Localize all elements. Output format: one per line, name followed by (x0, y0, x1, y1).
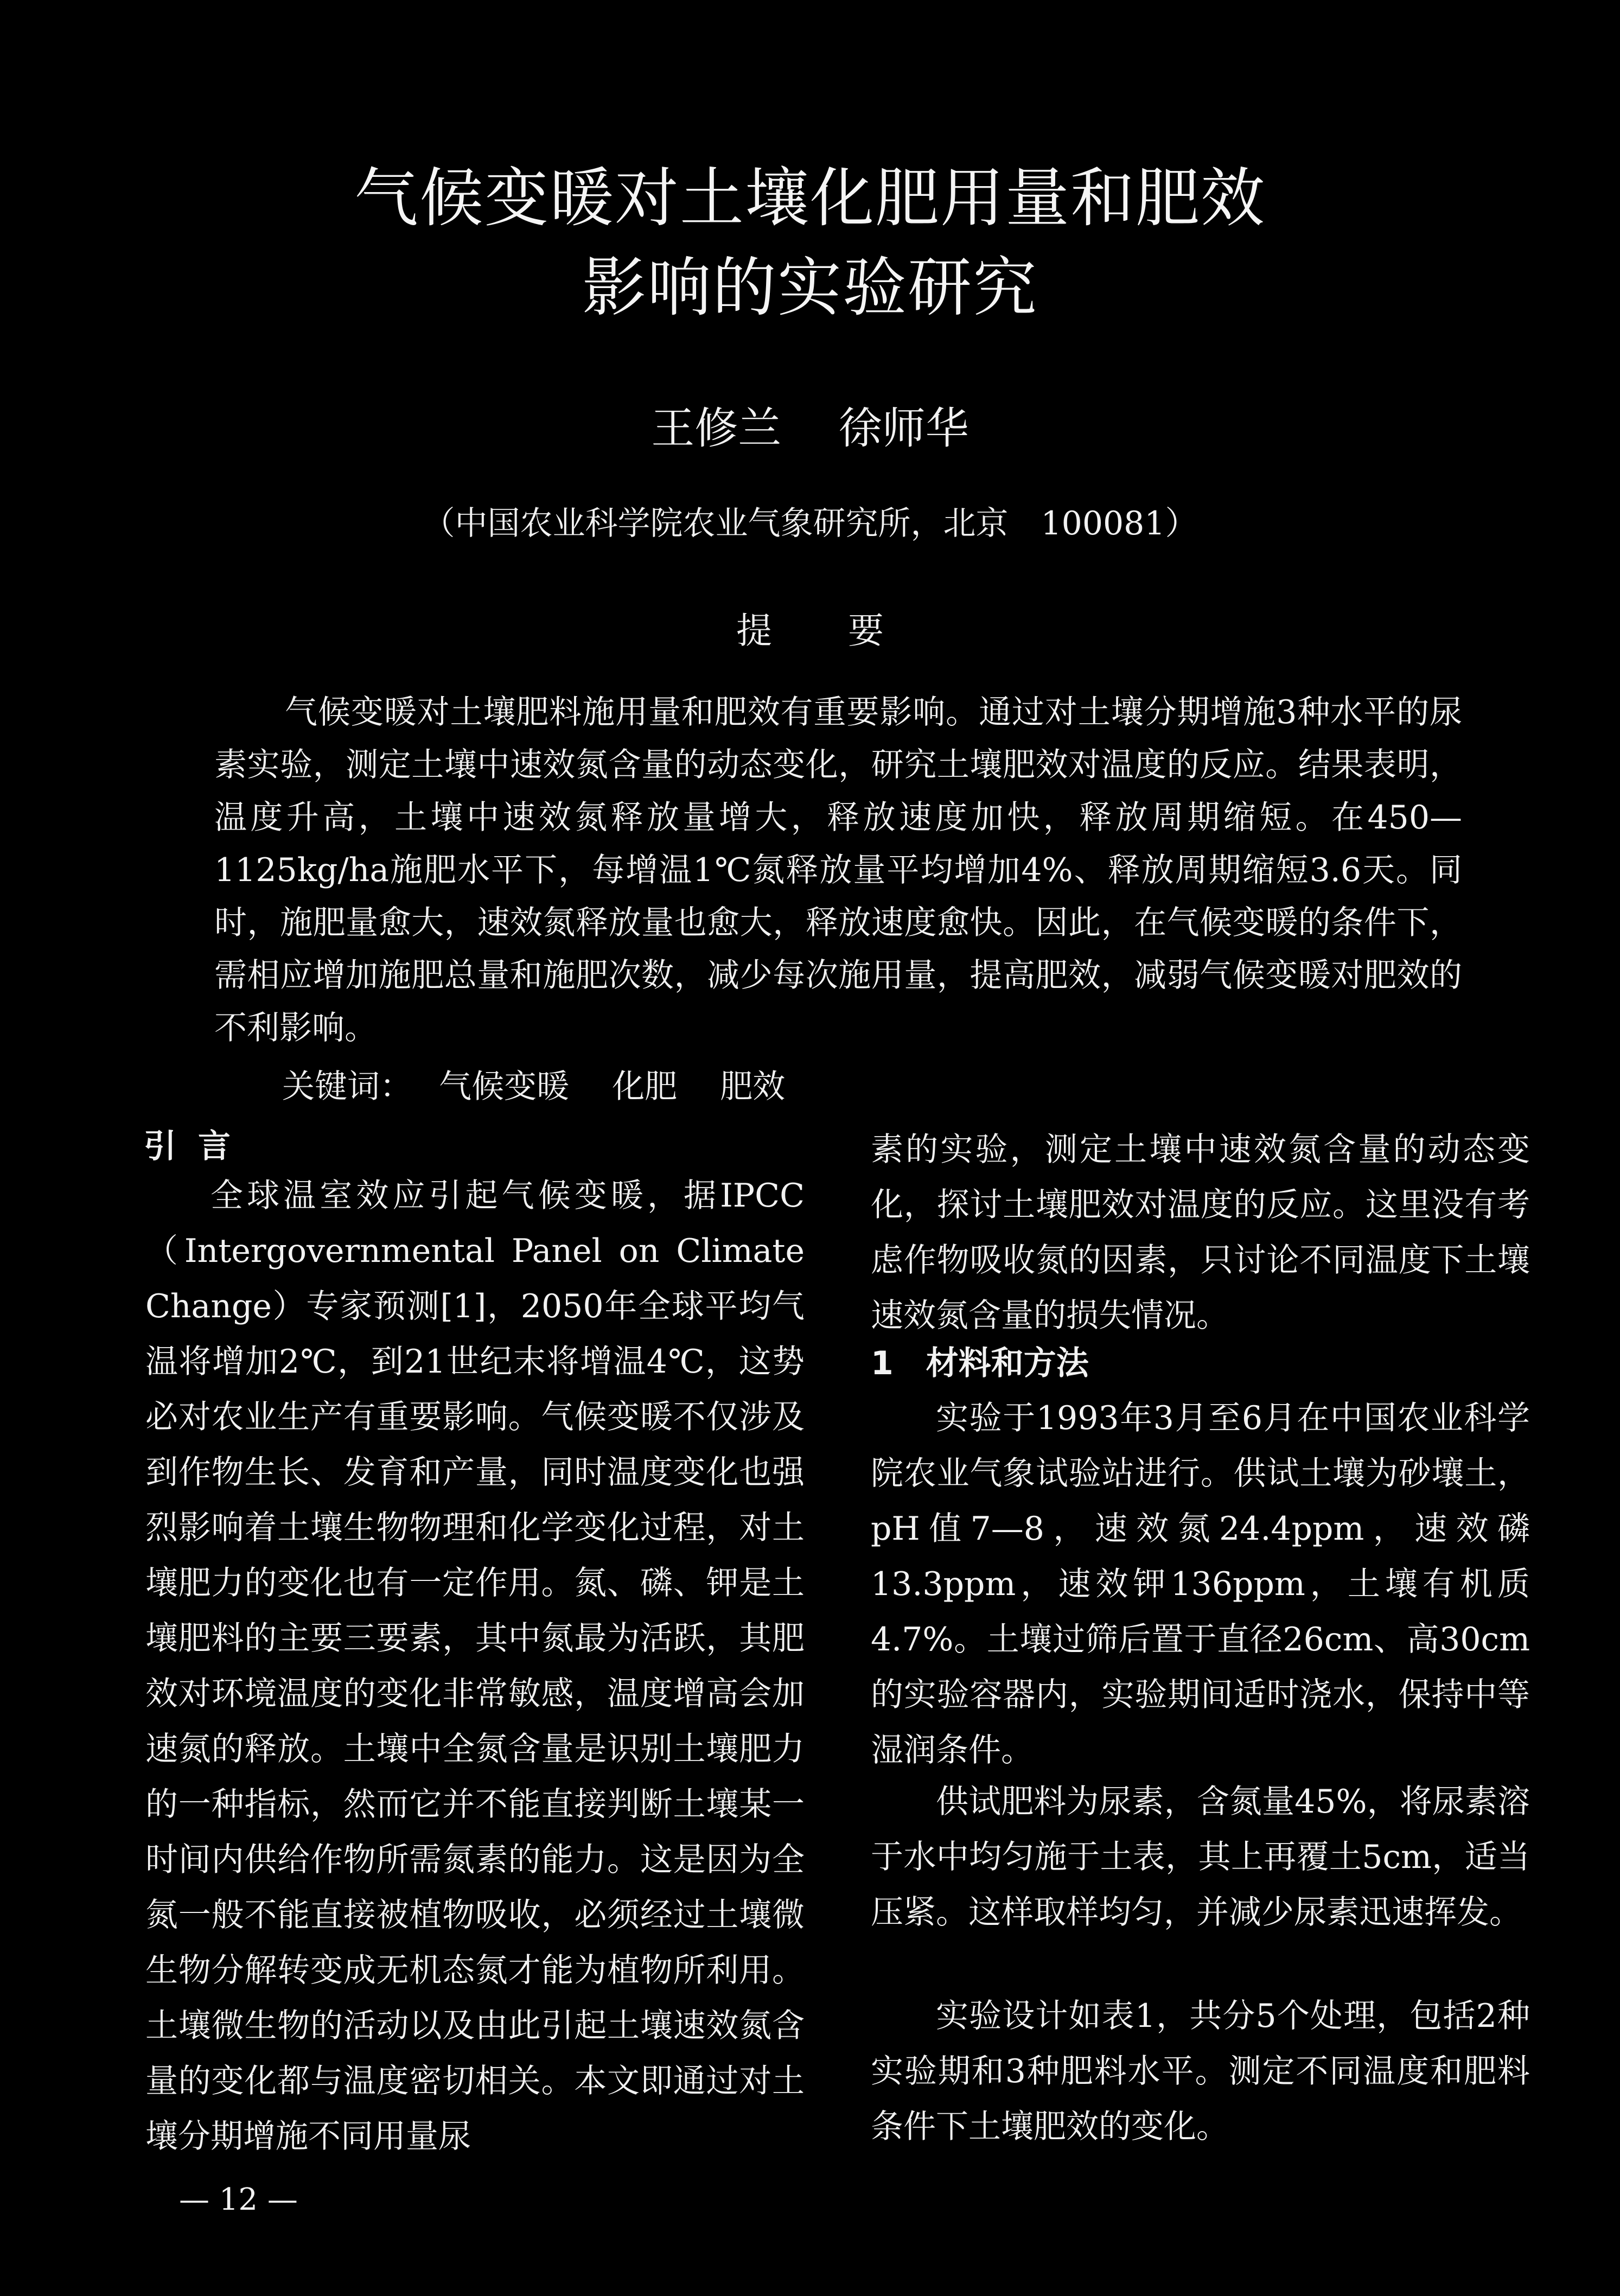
methods-paragraph-3 (871, 1988, 1530, 2154)
methods-paragraph-1 (871, 1391, 1530, 1778)
keywords (282, 1062, 818, 1111)
keywords-label: 关键词： (282, 1068, 412, 1106)
introduction-body (145, 1168, 805, 2164)
affiliation: （中国农业科学院农业气象研究所，北京 100081） (422, 505, 1198, 543)
author-name: 徐师华 (838, 403, 969, 454)
methods-heading: 1 材料和方法 (871, 1344, 1089, 1382)
introduction-continuation-paragraph: 素的实验，测定土壤中速效氮含量的动态变化，探讨土壤肥效对温度的反应。这里没有考虑作物吸收氮的因素，只讨论不同温度下土壤速效氮含量的损失情况。 (871, 1131, 1530, 1335)
abstract-heading: 提要 (736, 610, 960, 652)
keyword: 化肥 (612, 1068, 678, 1106)
author-list (0, 399, 1620, 458)
author-name: 王修兰 (651, 403, 782, 454)
methods-paragraph-2 (871, 1774, 1530, 1940)
introduction-continuation (871, 1122, 1530, 1343)
paper-title-line-1: 气候变暖对土壤化肥用量和肥效 (354, 161, 1266, 235)
page-number: — 12 — (179, 2182, 298, 2217)
methods-paragraph: 供试肥料为尿素，含氮量45%，将尿素溶于水中均匀施于土表，其上再覆土5cm，适当压紧。这样取样均匀，并减少尿素迅速挥发。 (871, 1783, 1530, 1931)
keyword: 气候变暖 (439, 1068, 570, 1106)
methods-paragraph: 实验设计如表1，共分5个处理，包括2种实验期和3种肥料水平。测定不同温度和肥料条件下土壤肥效的变化。 (871, 1997, 1530, 2146)
abstract-text: 气候变暖对土壤肥料施用量和肥效有重要影响。通过对土壤分期增施3种水平的尿素实验，测定土壤中速效氮含量的动态变化，研究土壤肥效对温度的反应。结果表明，温度升高，土壤中速效氮释放量增大，释放速度加快，释放周期缩短。在450—1125kg/ha施肥水平下，每增温1℃氮释放量平均增加4%、释放周期缩短3.6天。同时，施肥量愈大，速效氮释放量也愈大，释放速度愈快。因此，在气候变暖的条件下，需相应增加施肥总量和施肥次数，减少每次施用量，提高肥效，减弱气候变暖对肥效的不利影响。 (214, 693, 1462, 1047)
methods-paragraph: 实验于1993年3月至6月在中国农业科学院农业气象试验站进行。供试土壤为砂壤土，pH值7—8，速效氮24.4ppm，速效磷13.3ppm，速效钾136ppm，土壤有机质4.7%。土壤过筛后置于直径26cm、高30cm的实验容器内，实验期间适时浇水，保持中等湿润条件。 (871, 1399, 1530, 1769)
paper-title-line-2: 影响的实验研究 (582, 250, 1038, 325)
introduction-heading: 引言 (144, 1127, 252, 1165)
keyword: 肥效 (720, 1068, 786, 1106)
introduction-paragraph: 全球温室效应引起气候变暖，据IPCC（Intergovernmental Panel on Climate Change）专家预测[1]，2050年全球平均气温将增加2℃，到21世纪末将增温4℃，这势必对农业生产有重要影响。气候变暖不仅涉及到作物生长、发育和产量，同时温度变化也强烈影响着土壤生物物理和化学变化过程，对土壤肥力的变化也有一定作用。氮、磷、钾是土壤肥料的主要三要素，其中氮最为活跃，其肥效对环境温度的变化非常敏感，温度增高会加速氮的释放。土壤中全氮含量是识别土壤肥力的一种指标，然而它并不能直接判断土壤某一时间内供给作物所需氮素的能力。这是因为全氮一般不能直接被植物吸收，必须经过土壤微生物分解转变成无机态氮才能为植物所利用。土壤微生物的活动以及由此引起土壤速效氮含量的变化都与温度密切相关。本文即通过对土壤分期增施不同用量尿 (145, 1177, 805, 2155)
